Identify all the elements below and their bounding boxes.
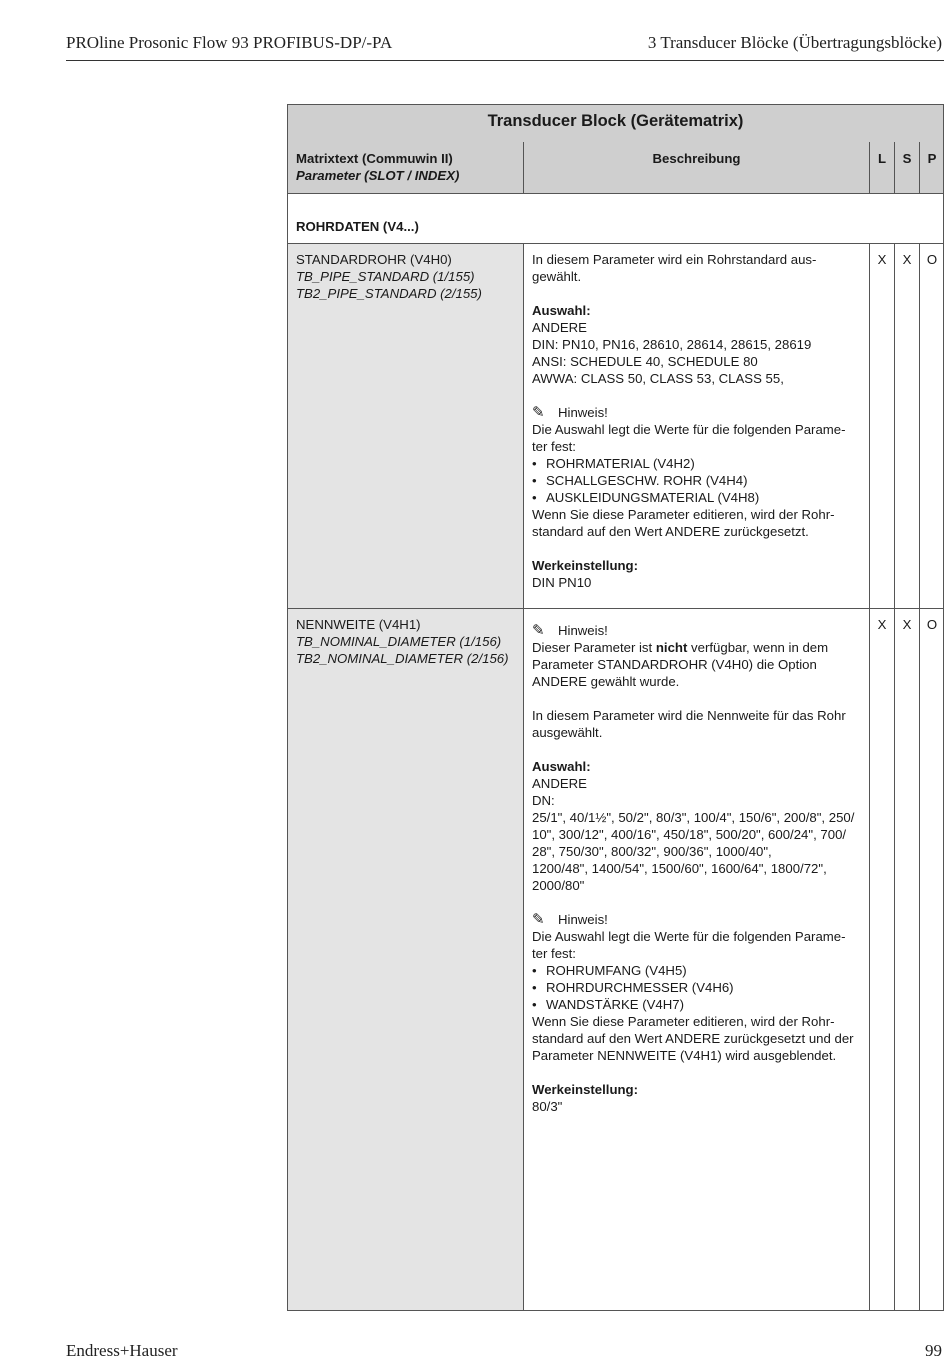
pencil-note-icon: ✎: [532, 404, 545, 421]
option-line: 1200/48", 1400/54", 1500/60", 1600/64", 1800/72",: [532, 861, 827, 876]
parameter-slot-index: TB2_NOMINAL_DIAMETER (2/156): [296, 651, 509, 666]
header-matrixtext: [296, 150, 459, 184]
warning-text: Parameter STANDARDROHR (V4H0) die Option: [532, 657, 817, 672]
list-item: • ROHRDURCHMESSER (V4H6): [532, 979, 866, 996]
hinweis-label: Hinweis!: [558, 405, 608, 420]
description-line: Parameter NENNWEITE (V4H1) wird ausgeblendet.: [532, 1048, 837, 1063]
option-line: DN:: [532, 793, 555, 808]
option-line: DIN: PN10, PN16, 28610, 28614, 28615, 28619: [532, 337, 812, 352]
description-cell: [532, 251, 866, 591]
description-line: standard auf den Wert ANDERE zurückgesetzt.: [532, 524, 809, 539]
description-line: In diesem Parameter wird die Nennweite für das Rohr: [532, 708, 846, 723]
parameter-name-cell: [296, 251, 522, 302]
page-number: 99: [925, 1341, 942, 1360]
parameter-name-cell: [296, 616, 522, 667]
header-parameter-label: Parameter (SLOT / INDEX): [296, 168, 460, 183]
option-line: 10", 300/12", 400/16", 450/18", 500/20", 600/24", 700/: [532, 827, 847, 842]
column-divider: [523, 243, 524, 1311]
option-line: 25/1", 40/1½", 50/2", 80/3", 100/4", 150/6", 200/8", 250/: [532, 810, 855, 825]
hinweis-label: Hinweis!: [558, 912, 608, 927]
header-s: S: [902, 151, 912, 166]
list-item: • AUSKLEIDUNGSMATERIAL (V4H8): [532, 489, 866, 506]
footer-brand: Endress+Hauser: [66, 1341, 178, 1360]
warning-text: Dieser Parameter ist: [532, 640, 656, 655]
header-beschreibung: Beschreibung: [652, 151, 741, 166]
option-line: 28", 750/30", 800/32", 900/36", 1000/40",: [532, 844, 772, 859]
header-divider: [919, 142, 920, 193]
table-header: [288, 105, 943, 194]
note-line: Die Auswahl legt die Werte für die folgenden Parame-: [532, 422, 846, 437]
default-value: 80/3": [532, 1099, 563, 1114]
description-line: Wenn Sie diese Parameter editieren, wird der Rohr-: [532, 1014, 835, 1029]
section-heading: ROHRDATEN (V4...): [296, 219, 419, 234]
werkeinstellung-label: Werkeinstellung:: [532, 558, 639, 573]
table-title: Transducer Block (Gerätematrix): [487, 112, 744, 130]
list-item: • ROHRMATERIAL (V4H2): [532, 455, 866, 472]
access-l: X: [877, 252, 887, 267]
parameter-slot-index: TB_NOMINAL_DIAMETER (1/156): [296, 634, 502, 649]
list-item: • WANDSTÄRKE (V4H7): [532, 996, 866, 1013]
option-line: ANDERE: [532, 320, 587, 335]
description-line: standard auf den Wert ANDERE zurückgesetzt und der: [532, 1031, 854, 1046]
description-line: gewählt.: [532, 269, 582, 284]
access-s: X: [902, 252, 912, 267]
header-title: PROline Prosonic Flow 93 PROFIBUS-DP/-PA: [66, 33, 393, 52]
note-line: ter fest:: [532, 439, 576, 454]
description-line: Wenn Sie diese Parameter editieren, wird der Rohr-: [532, 507, 835, 522]
access-l: X: [877, 617, 887, 632]
chapter-title: 3 Transducer Blöcke (Übertragungsblöcke): [647, 33, 942, 52]
option-line: 2000/80": [532, 878, 585, 893]
parameter-slot-index: TB_PIPE_STANDARD (1/155): [296, 269, 475, 284]
header-matrixtext-label: Matrixtext (Commuwin II): [296, 151, 453, 166]
option-line: AWWA: CLASS 50, CLASS 53, CLASS 55,: [532, 371, 784, 386]
warning-emphasis: nicht: [655, 640, 688, 655]
column-divider: [894, 243, 895, 1311]
access-p: O: [926, 617, 938, 632]
column-divider: [919, 243, 920, 1311]
affected-parameter-list: [532, 962, 866, 1013]
access-p: O: [926, 252, 938, 267]
parameter-name: STANDARDROHR (V4H0): [296, 252, 452, 267]
auswahl-label: Auswahl:: [532, 303, 591, 318]
pencil-note-icon: ✎: [532, 622, 545, 639]
access-s: X: [902, 617, 912, 632]
default-value: DIN PN10: [532, 575, 592, 590]
note-line: ter fest:: [532, 946, 576, 961]
affected-parameter-list: [532, 455, 866, 506]
warning-text: verfügbar, wenn in dem: [687, 640, 829, 655]
option-line: ANSI: SCHEDULE 40, SCHEDULE 80: [532, 354, 758, 369]
header-divider: [523, 142, 524, 193]
warning-text: ANDERE gewählt wurde.: [532, 674, 680, 689]
parameter-name: NENNWEITE (V4H1): [296, 617, 421, 632]
hinweis-label: Hinweis!: [558, 623, 608, 638]
header-p: P: [927, 151, 937, 166]
note-line: Die Auswahl legt die Werte für die folgenden Parame-: [532, 929, 846, 944]
auswahl-label: Auswahl:: [532, 759, 591, 774]
row-divider: [288, 608, 943, 609]
pencil-note-icon: ✎: [532, 911, 545, 928]
transducer-block-table: [287, 104, 944, 1311]
header-divider: [869, 142, 870, 193]
header-divider: [894, 142, 895, 193]
header-rule: [66, 60, 944, 61]
description-line: In diesem Parameter wird ein Rohrstandard aus-: [532, 252, 817, 267]
werkeinstellung-label: Werkeinstellung:: [532, 1082, 639, 1097]
column-divider: [869, 243, 870, 1311]
description-cell: [532, 616, 866, 1115]
description-line: ausgewählt.: [532, 725, 603, 740]
list-item: • SCHALLGESCHW. ROHR (V4H4): [532, 472, 866, 489]
option-line: ANDERE: [532, 776, 587, 791]
header-l: L: [877, 151, 887, 166]
parameter-slot-index: TB2_PIPE_STANDARD (2/155): [296, 286, 482, 301]
list-item: • ROHRUMFANG (V4H5): [532, 962, 866, 979]
name-column-background: [288, 244, 523, 1310]
